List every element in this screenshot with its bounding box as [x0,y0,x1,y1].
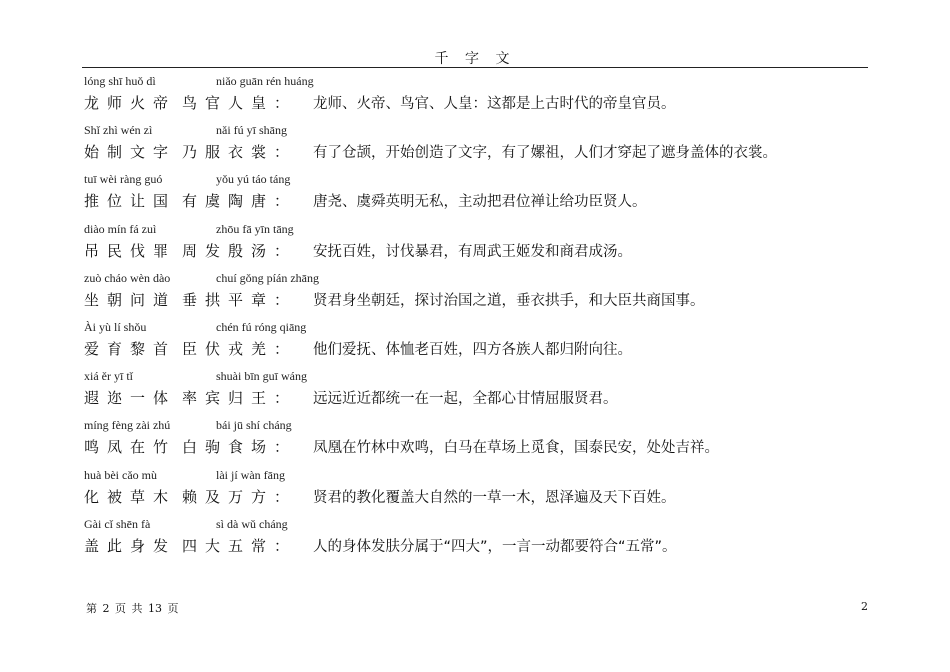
verse-second-half: 四大五常： [182,536,298,555]
verse-meaning: 贤君的教化覆盖大自然的一草一木，恩泽遍及天下百姓。 [313,489,676,506]
verse-first-half: 吊民伐罪 [84,241,177,260]
pinyin-first-half: huà bèi cǎo mù [84,467,157,482]
pinyin-line [84,467,870,484]
verse-list [84,73,870,565]
verse-entry [84,73,870,122]
verse-entry [84,417,870,466]
pinyin-first-half: lóng shī huǒ dì [84,74,156,88]
pinyin-line [84,319,870,336]
pinyin-line [84,122,870,139]
verse-first-half: 始制文字 [84,143,177,162]
verse-text [84,434,313,461]
verse-entry [84,319,870,368]
verse-first-half: 化被草木 [84,487,177,506]
verse-second-half: 白驹食场： [182,438,298,457]
verse-text [84,139,313,166]
verse-entry [84,122,870,171]
verse-text [84,484,313,511]
verse-second-half: 有虞陶唐： [182,192,298,211]
pinyin-second-half: shuài bīn guī wáng [216,369,307,384]
verse-first-half: 龙师火帝 [84,94,177,112]
pinyin-first-half: zuò cháo wèn dào [84,270,171,285]
verse-text [84,188,313,215]
verse-second-half: 垂拱平章： [182,290,298,309]
pinyin-first-half: Gài cǐ shēn fà [84,516,151,531]
verse-meaning: 唐尧、虞舜英明无私，主动把君位禅让给功臣贤人。 [313,194,647,211]
verse-entry [84,516,870,565]
pinyin-first-half: xiá ěr yī tǐ [84,369,133,384]
verse-second-half: 率宾归王： [182,389,298,408]
pinyin-first-half: Ài yù lí shǒu [84,319,147,334]
page-title: 千 字 文 [434,51,516,67]
verse-meaning: 凤凰在竹林中欢鸣，白马在草场上觅食，国泰民安，处处吉祥。 [313,440,719,457]
pinyin-first-half: diào mín fá zuì [84,221,157,236]
verse-meaning: 有了仓颉，开始创造了文字，有了嫘祖，人们才穿起了遮身盖体的衣裳。 [313,145,777,162]
pinyin-line [84,270,870,287]
verse-meaning: 远远近近都统一在一起，全都心甘情屈服贤君。 [313,391,618,408]
verse-first-half: 爱育黎首 [84,339,177,358]
verse-entry [84,221,870,270]
verse-entry [84,368,870,417]
pinyin-line [84,73,870,90]
verse-first-half: 盖此身发 [84,536,177,555]
verse-entry [84,171,870,220]
verse-text [84,533,313,560]
verse-meaning: 人的身体发肤分属于“四大”，一言一动都要符合“五常”。 [313,538,677,555]
pinyin-second-half: chuí gǒng píán zhāng [216,270,319,285]
page-counter: 第 2 页 共 13 页 [86,602,179,615]
verse-first-half: 坐朝问道 [84,290,177,309]
pinyin-second-half: chén fú róng qiāng [216,319,307,334]
pinyin-first-half: míng fèng zài zhú [84,418,171,433]
verse-meaning: 他们爱抚、体恤老百姓，四方各族人都归附向往。 [313,341,632,358]
verse-text [84,90,313,117]
verse-second-half: 臣伏戎羌： [182,339,298,358]
page-number: 2 [861,600,868,613]
verse-first-half: 遐迩一体 [84,389,177,408]
verse-meaning: 安抚百姓，讨伐暴君，有周武王姬发和商君成汤。 [313,243,632,260]
verse-text [84,385,313,412]
pinyin-second-half: yǒu yú táo táng [216,172,291,187]
pinyin-second-half: zhōu fā yīn tāng [216,221,294,236]
pinyin-second-half: sì dà wǔ cháng [216,516,288,531]
pinyin-first-half: tuī wèi ràng guó [84,172,163,187]
header-divider [82,67,868,68]
pinyin-line [84,221,870,238]
verse-second-half: 乃服衣裳： [182,143,298,162]
pinyin-line [84,417,870,434]
verse-second-half: 赖及万方： [182,487,298,506]
verse-second-half: 周发殷汤： [182,241,298,260]
verse-entry [84,270,870,319]
pinyin-second-half: niǎo guān rén huáng [216,74,314,88]
verse-meaning: 贤君身坐朝廷，探讨治国之道，垂衣拱手，和大臣共商国事。 [313,292,705,309]
pinyin-second-half: lài jí wàn fāng [216,467,285,482]
verse-text [84,336,313,363]
verse-text [84,238,313,265]
verse-first-half: 鸣凤在竹 [84,438,177,457]
verse-text [84,287,313,314]
pinyin-second-half: bái jū shí cháng [216,418,292,433]
pinyin-second-half: nǎi fú yī shāng [216,123,287,138]
verse-entry [84,467,870,516]
verse-meaning: 龙师、火帝、鸟官、人皇：这都是上古时代的帝皇官员。 [313,96,676,112]
pinyin-line [84,368,870,385]
verse-first-half: 推位让国 [84,192,177,211]
pinyin-first-half: Shǐ zhì wén zì [84,123,153,138]
pinyin-line [84,516,870,533]
verse-second-half: 鸟官人皇： [182,94,298,112]
pinyin-line [84,171,870,188]
